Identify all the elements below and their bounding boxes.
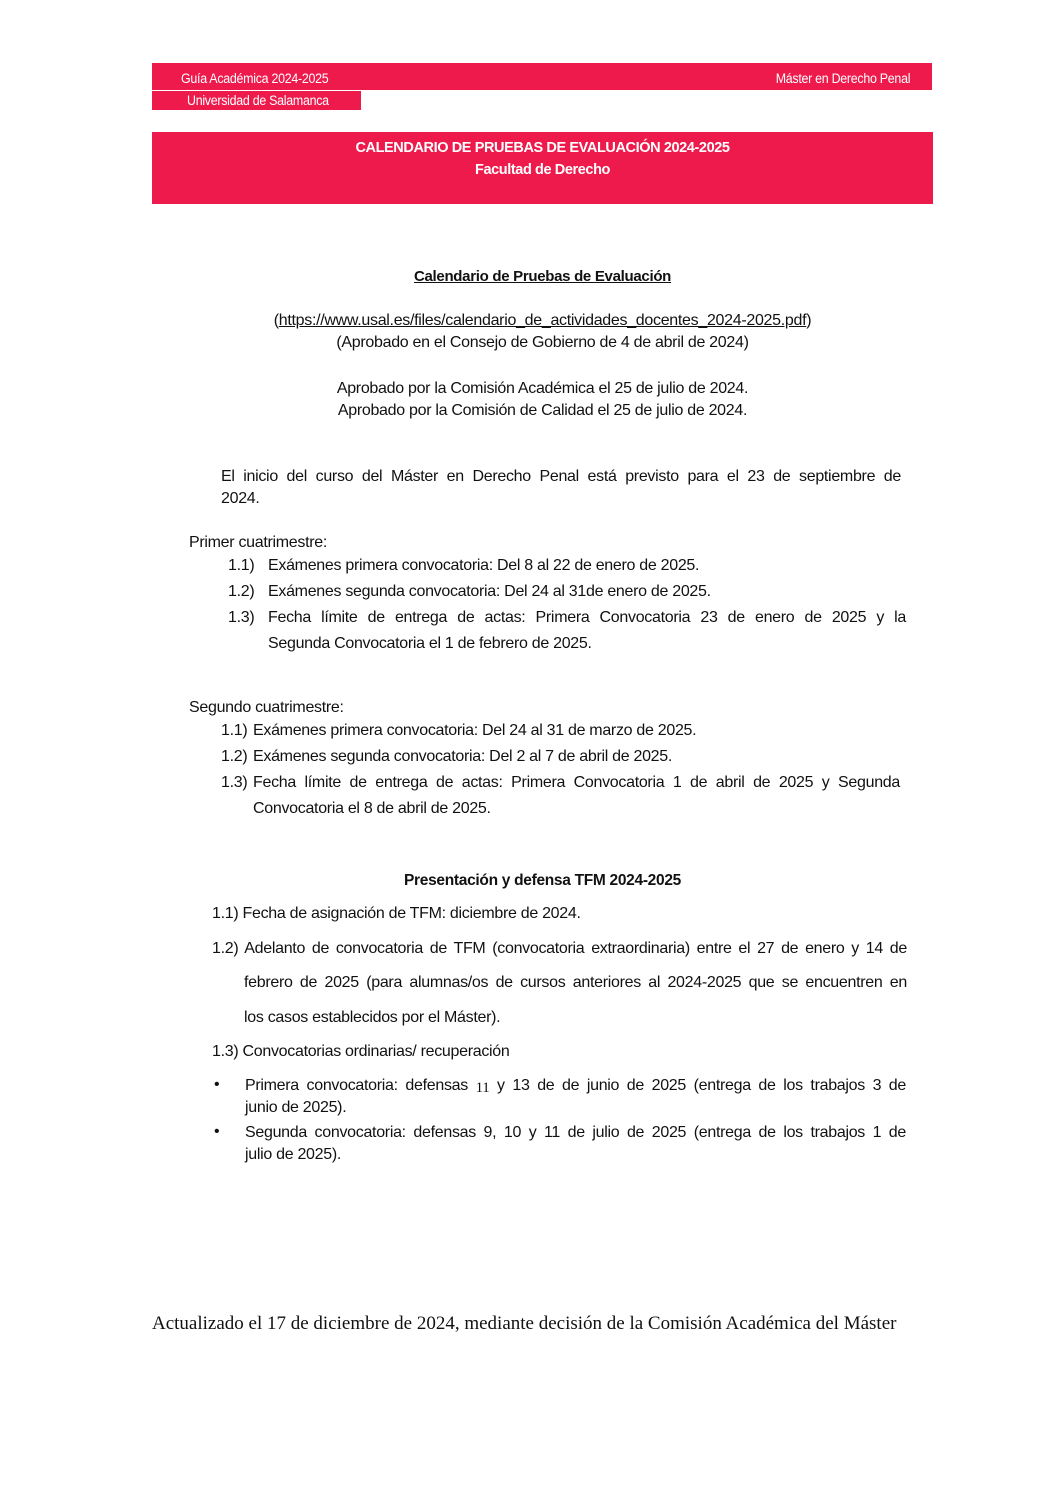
- section-heading-calendar: Calendario de Pruebas de Evaluación: [413, 268, 672, 285]
- tfm-item-early-call-line1: 1.2) Adelanto de convocatoria de TFM (convocatoria extraordinaria) entre el 27 de enero y 14 de: [212, 940, 907, 957]
- first-semester-item-num: 1.3): [228, 609, 255, 626]
- first-semester-heading: Primer cuatrimestre:: [189, 534, 328, 551]
- second-semester-item: Exámenes segunda convocatoria: Del 2 al 7 de abril de 2025.: [253, 748, 673, 765]
- first-semester-item-num: 1.2): [228, 583, 255, 600]
- bullet-icon: •: [214, 1123, 220, 1140]
- second-semester-item: Exámenes primera convocatoria: Del 24 al 31 de marzo de 2025.: [253, 722, 697, 739]
- tfm-item-early-call-line2: febrero de 2025 (para alumnas/os de cursos anteriores al 2024-2025 que se encuentren en: [244, 974, 907, 991]
- first-semester-item: Fecha límite de entrega de actas: Primera Convocatoria 23 de enero de 2025 y la: [268, 609, 906, 626]
- approved-academic: Aprobado por la Comisión Académica el 25 de julio de 2024.: [336, 380, 749, 397]
- calendar-link-line: [152, 312, 933, 330]
- second-semester-item-num: 1.3): [221, 774, 248, 791]
- tfm-second-call-cont: julio de 2025).: [245, 1146, 342, 1163]
- university-label: Universidad de Salamanca: [187, 93, 329, 108]
- first-semester-item-num: 1.1): [228, 557, 255, 574]
- defense-day: 11: [475, 1080, 490, 1096]
- course-start-line1: El inicio del curso del Máster en Derecho Penal está previsto para el 23 de septiembre de: [221, 468, 901, 485]
- first-semester-item: Exámenes segunda convocatoria: Del 24 al 31de enero de 2025.: [268, 583, 711, 600]
- tfm-item-assignment: 1.1) Fecha de asignación de TFM: diciembre de 2024.: [212, 905, 581, 922]
- program-label: Máster en Derecho Penal: [775, 71, 910, 86]
- document-title: CALENDARIO DE PRUEBAS DE EVALUACIÓN 2024-2025: [355, 140, 730, 156]
- second-semester-item-num: 1.1): [221, 722, 248, 739]
- tfm-item-early-call-line3: los casos establecidos por el Máster).: [244, 1009, 501, 1026]
- calendar-pdf-link[interactable]: https://www.usal.es/files/calendario_de_actividades_docentes_2024-2025.pdf: [278, 312, 807, 329]
- tfm-second-call: Segunda convocatoria: defensas 9, 10 y 11 de julio de 2025 (entrega de los trabajos 1 de: [245, 1124, 906, 1141]
- course-start-line2: 2024.: [221, 490, 260, 507]
- second-semester-item: Fecha límite de entrega de actas: Primera Convocatoria 1 de abril de 2025 y Segunda: [253, 774, 900, 791]
- bullet-icon: •: [214, 1076, 220, 1093]
- link-open-paren: (: [273, 312, 279, 329]
- updated-note: Actualizado el 17 de diciembre de 2024, mediante decisión de la Comisión Académica del Máster: [152, 1313, 897, 1334]
- first-semester-item: Exámenes primera convocatoria: Del 8 al 22 de enero de 2025.: [268, 557, 700, 574]
- link-close-paren: ): [806, 312, 812, 329]
- approved-quality: Aprobado por la Comisión de Calidad el 25 de julio de 2024.: [337, 402, 748, 419]
- faculty-subtitle: Facultad de Derecho: [474, 162, 611, 178]
- tfm-heading: Presentación y defensa TFM 2024-2025: [404, 872, 681, 889]
- guide-label: Guía Académica 2024-2025: [181, 71, 329, 86]
- first-semester-item-cont: Segunda Convocatoria el 1 de febrero de 2025.: [268, 635, 592, 652]
- second-semester-heading: Segundo cuatrimestre:: [189, 699, 344, 716]
- second-semester-item-num: 1.2): [221, 748, 248, 765]
- second-semester-item-cont: Convocatoria el 8 de abril de 2025.: [253, 800, 491, 817]
- approved-council: (Aprobado en el Consejo de Gobierno de 4 de abril de 2024): [336, 334, 749, 351]
- tfm-first-call: Primera convocatoria: defensas 11 y 13 de de junio de 2025 (entrega de los trabajos 3 de: [245, 1077, 906, 1096]
- tfm-first-call-cont: junio de 2025).: [245, 1099, 347, 1116]
- tfm-item-ordinary-calls: 1.3) Convocatorias ordinarias/ recuperación: [212, 1043, 510, 1060]
